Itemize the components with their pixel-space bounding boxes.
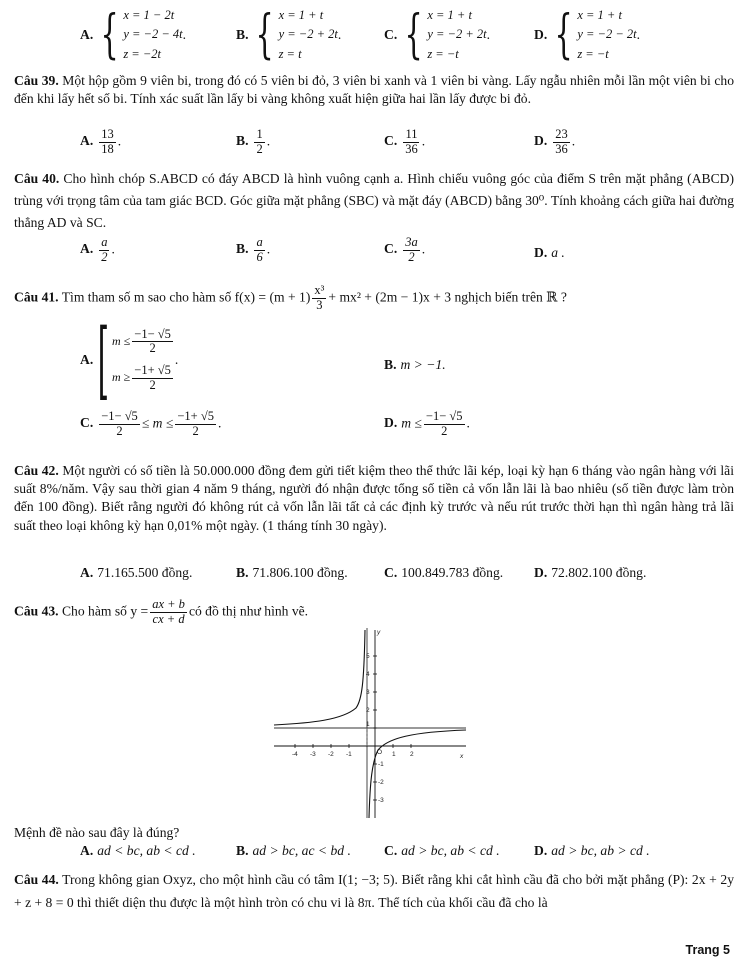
option-label: D. <box>534 133 548 149</box>
question-text: Tìm tham số m sao cho hàm số f(x) = (m + 1) <box>61 289 311 305</box>
y-tick-label: 5 <box>366 653 370 660</box>
eq-row: y = −2 − 4t <box>123 27 183 42</box>
frac-num: −1− √5 <box>425 409 463 423</box>
q42-option-a[interactable] <box>80 564 192 582</box>
frac-den: 36 <box>555 141 568 156</box>
x-tick-label: 1 <box>392 751 396 758</box>
option-end: . <box>217 415 222 431</box>
eq-row: x = 1 + t <box>278 8 324 22</box>
frac-den: 2 <box>256 141 263 156</box>
option-end: . <box>466 415 470 431</box>
q38-option-d[interactable] <box>534 6 640 64</box>
y-tick-label: -3 <box>378 797 384 804</box>
page-number: Trang 5 <box>685 943 730 957</box>
q38-option-c[interactable] <box>384 6 490 64</box>
y-tick-label: -2 <box>378 779 384 786</box>
option-end: . <box>486 27 491 43</box>
brace-icon: { <box>255 5 275 66</box>
question-44 <box>14 868 734 914</box>
y-tick-label: -1 <box>378 761 384 768</box>
q39-option-c[interactable] <box>384 128 425 157</box>
option-end: . <box>111 241 115 257</box>
question-43-prompt <box>14 824 734 842</box>
q40-option-d[interactable] <box>534 244 565 262</box>
origin-label: O <box>377 749 383 756</box>
q41-option-d[interactable] <box>384 410 470 439</box>
option-label: B. <box>236 241 249 257</box>
y-tick-label: 3 <box>366 689 370 696</box>
option-text: ad < bc, ab < cd . <box>97 843 196 858</box>
q40-option-c[interactable] <box>384 236 425 265</box>
option-label: D. <box>534 843 548 858</box>
q38-option-b[interactable] <box>236 6 341 64</box>
option-label: C. <box>384 565 398 580</box>
option-label: A. <box>80 133 94 149</box>
x-tick-label: -1 <box>346 751 352 758</box>
q43-option-a[interactable] <box>80 842 196 860</box>
brace-icon: { <box>100 5 119 66</box>
y-tick-label: 4 <box>366 671 370 678</box>
question-text: Một hộp gồm 9 viên bi, trong đó có 5 viên bi đỏ, 3 viên bi xanh và 1 viên bi vàng. Lấy ngẫu nhiên mỗi lần một viên bi cho đến khi lấy hết số bi. Tính xác suất lần lấy bi vàng không xuất hiện giữa hai lần lấy được bi đỏ. <box>14 73 734 106</box>
q42-option-c[interactable] <box>384 564 503 582</box>
eq-row: x = 1 + t <box>427 8 472 22</box>
bracket-icon: [ <box>97 311 110 409</box>
q41-option-a[interactable] <box>80 311 179 409</box>
q43-option-b[interactable] <box>236 842 351 860</box>
eq-row: z = −t <box>427 46 459 61</box>
option-text: 100.849.783 đồng. <box>401 565 504 580</box>
question-prompt: Mệnh đề nào sau đây là đúng? <box>14 825 180 840</box>
option-text: m > −1. <box>400 357 446 372</box>
option-end: . <box>266 133 271 149</box>
q38-option-a[interactable] <box>80 6 186 64</box>
frac-num: a <box>101 235 108 249</box>
x-axis-label: x <box>460 753 464 760</box>
question-42 <box>14 462 734 535</box>
question-text: + mx² + (2m − 1)x + 3 nghịch biến trên ℝ ? <box>328 289 567 305</box>
frac-num: −1+ √5 <box>177 409 214 423</box>
option-label: C. <box>384 241 398 257</box>
q42-option-d[interactable] <box>534 564 646 582</box>
graph-branch-right <box>369 730 466 818</box>
question-label: Câu 41. <box>14 289 59 305</box>
ineq-prefix: m ≤ <box>112 333 131 348</box>
frac-num: x³ <box>314 283 325 297</box>
q40-option-a[interactable] <box>80 236 115 265</box>
frac-den: 2 <box>192 423 199 438</box>
question-text: Một người có số tiền là 50.000.000 đồng đem gửi tiết kiệm theo thể thức lãi kép, loại kỳ hạn 6 tháng vào ngân hàng với lãi suất 8%/năm. Vậy sau thời gian 4 năm 9 tháng, người đó nhận được tổng số tiền cả vốn lẫn lãi là bao nhiêu (số tiền được làm tròn đến 100 đồng). Biết rằng người đó không rút cả vốn lẫn lãi tất cả các định kỳ trước và nếu rút trước thời hạn thì ngân hàng trả lãi suất theo loại không kỳ hạn 0,01% một ngày. (1 tháng tính 30 ngày). <box>14 463 734 533</box>
option-text: 72.802.100 đồng. <box>551 565 647 580</box>
q42-option-b[interactable] <box>236 564 348 582</box>
brace-icon: { <box>404 5 423 66</box>
frac-num: ax + b <box>152 597 185 611</box>
question-text: Trong không gian Oxyz, cho một hình cầu có tâm I(1; −3; 5). Biết rằng khi cắt hình cầu đã cho bởi mặt phẳng (P): 2x + 2y + z + 8 = 0 thì thiết diện thu được là một hình tròn có chu vi là 8π. Thể tích của khối cầu đã cho là <box>14 872 734 911</box>
ineq-prefix: m ≤ <box>401 415 422 431</box>
x-tick-label: -4 <box>292 751 298 758</box>
frac-den: 2 <box>149 377 156 392</box>
y-tick-label: 1 <box>366 721 370 728</box>
x-tick-label: -3 <box>310 751 316 758</box>
option-label: B. <box>236 843 249 858</box>
option-label: D. <box>534 27 548 43</box>
option-text: 71.806.100 đồng. <box>252 565 348 580</box>
option-label: D. <box>384 415 398 431</box>
option-label: B. <box>384 357 397 372</box>
option-text: ad > bc, ac < bd . <box>252 843 351 858</box>
option-end: . <box>266 241 271 257</box>
eq-row: x = 1 + t <box>577 8 622 22</box>
eq-row: z = t <box>278 46 302 61</box>
option-end: . <box>182 27 187 43</box>
frac-den: 2 <box>101 249 108 264</box>
frac-num: 13 <box>101 127 114 141</box>
question-label: Câu 39. <box>14 73 59 88</box>
question-text: Cho hàm số y = <box>61 603 149 619</box>
question-text: có đồ thị như hình vẽ. <box>188 603 309 619</box>
q43-option-c[interactable] <box>384 842 500 860</box>
q43-option-d[interactable] <box>534 842 650 860</box>
option-end: . <box>337 27 342 43</box>
question-40 <box>14 168 734 233</box>
option-label: D. <box>534 565 548 580</box>
question-label: Câu 44. <box>14 872 59 887</box>
frac-num: −1− √5 <box>134 326 171 341</box>
question-label: Câu 40. <box>14 171 60 186</box>
option-label: C. <box>384 843 398 858</box>
option-label: A. <box>80 843 94 858</box>
x-tick-label: 2 <box>410 751 414 758</box>
y-axis-label: y <box>377 629 381 636</box>
frac-den: 36 <box>405 141 418 156</box>
frac-num: 3a <box>405 235 418 249</box>
option-end: . <box>421 133 426 149</box>
option-text: a . <box>551 245 565 260</box>
frac-den: 2 <box>116 423 123 438</box>
option-label: B. <box>236 133 249 149</box>
frac-den: 6 <box>256 249 263 264</box>
option-label: C. <box>384 27 398 43</box>
option-label: D. <box>534 245 548 260</box>
option-label: C. <box>384 133 398 149</box>
q41-option-c[interactable] <box>80 410 221 439</box>
question-label: Câu 43. <box>14 603 59 619</box>
option-label: A. <box>80 565 94 580</box>
x-tick-label: -2 <box>328 751 334 758</box>
option-label: A. <box>80 352 94 368</box>
y-tick-label: 2 <box>366 707 370 714</box>
ineq-prefix: m ≥ <box>112 370 131 385</box>
q39-option-d[interactable] <box>534 128 575 157</box>
frac-den: 3 <box>316 297 323 312</box>
frac-den: 2 <box>149 341 156 356</box>
option-end: . <box>636 27 641 43</box>
question-text: Cho hình chóp S.ABCD có đáy ABCD là hình vuông cạnh a. Hình chiếu vuông góc của điểm S trên mặt phẳng (ABCD) trùng với trọng tâm của tam giác BCD. Góc giữa mặt phẳng (SBC) và mặt đáy (ABCD) bằng 30⁰. Tính khoảng cách giữa hai đường thẳng AD và SC. <box>14 171 734 230</box>
eq-row: y = −2 + 2t <box>427 27 487 42</box>
option-label: A. <box>80 241 94 257</box>
eq-row: y = −2 + 2t <box>278 27 338 42</box>
frac-num: 1 <box>256 127 263 141</box>
option-text: ad > bc, ab > cd . <box>551 843 650 858</box>
eq-row: y = −2 − 2t <box>577 27 637 42</box>
option-end: . <box>421 241 426 257</box>
ineq-mid: ≤ m ≤ <box>141 415 174 431</box>
brace-icon: { <box>554 5 573 66</box>
option-label: B. <box>236 565 249 580</box>
frac-den: 2 <box>441 423 448 438</box>
frac-den: cx + d <box>152 611 185 626</box>
frac-den: 2 <box>408 249 415 264</box>
question-label: Câu 42. <box>14 463 59 478</box>
option-text: ad > bc, ab < cd . <box>401 843 500 858</box>
frac-num: −1+ √5 <box>134 363 171 377</box>
frac-num: 23 <box>555 127 568 141</box>
frac-num: −1− √5 <box>101 409 138 423</box>
q39-option-a[interactable] <box>80 128 121 157</box>
option-label: B. <box>236 27 249 43</box>
frac-num: 11 <box>405 127 418 141</box>
option-text: 71.165.500 đồng. <box>97 565 193 580</box>
q39-option-b[interactable] <box>236 128 270 157</box>
eq-row: z = −t <box>577 46 609 61</box>
option-label: C. <box>80 415 94 431</box>
function-graph <box>272 622 472 822</box>
q41-option-b[interactable] <box>384 356 446 374</box>
frac-den: 18 <box>101 141 114 156</box>
graph-branch-left <box>274 630 365 725</box>
option-end: . <box>117 133 122 149</box>
eq-row: z = −2t <box>123 46 162 61</box>
option-end: . <box>571 133 576 149</box>
question-39 <box>14 72 734 108</box>
question-41 <box>14 284 734 313</box>
option-label: A. <box>80 27 94 43</box>
eq-row: x = 1 − 2t <box>123 8 175 22</box>
frac-num: a <box>256 235 263 249</box>
option-end: . <box>174 352 179 368</box>
q40-option-b[interactable] <box>236 236 270 265</box>
